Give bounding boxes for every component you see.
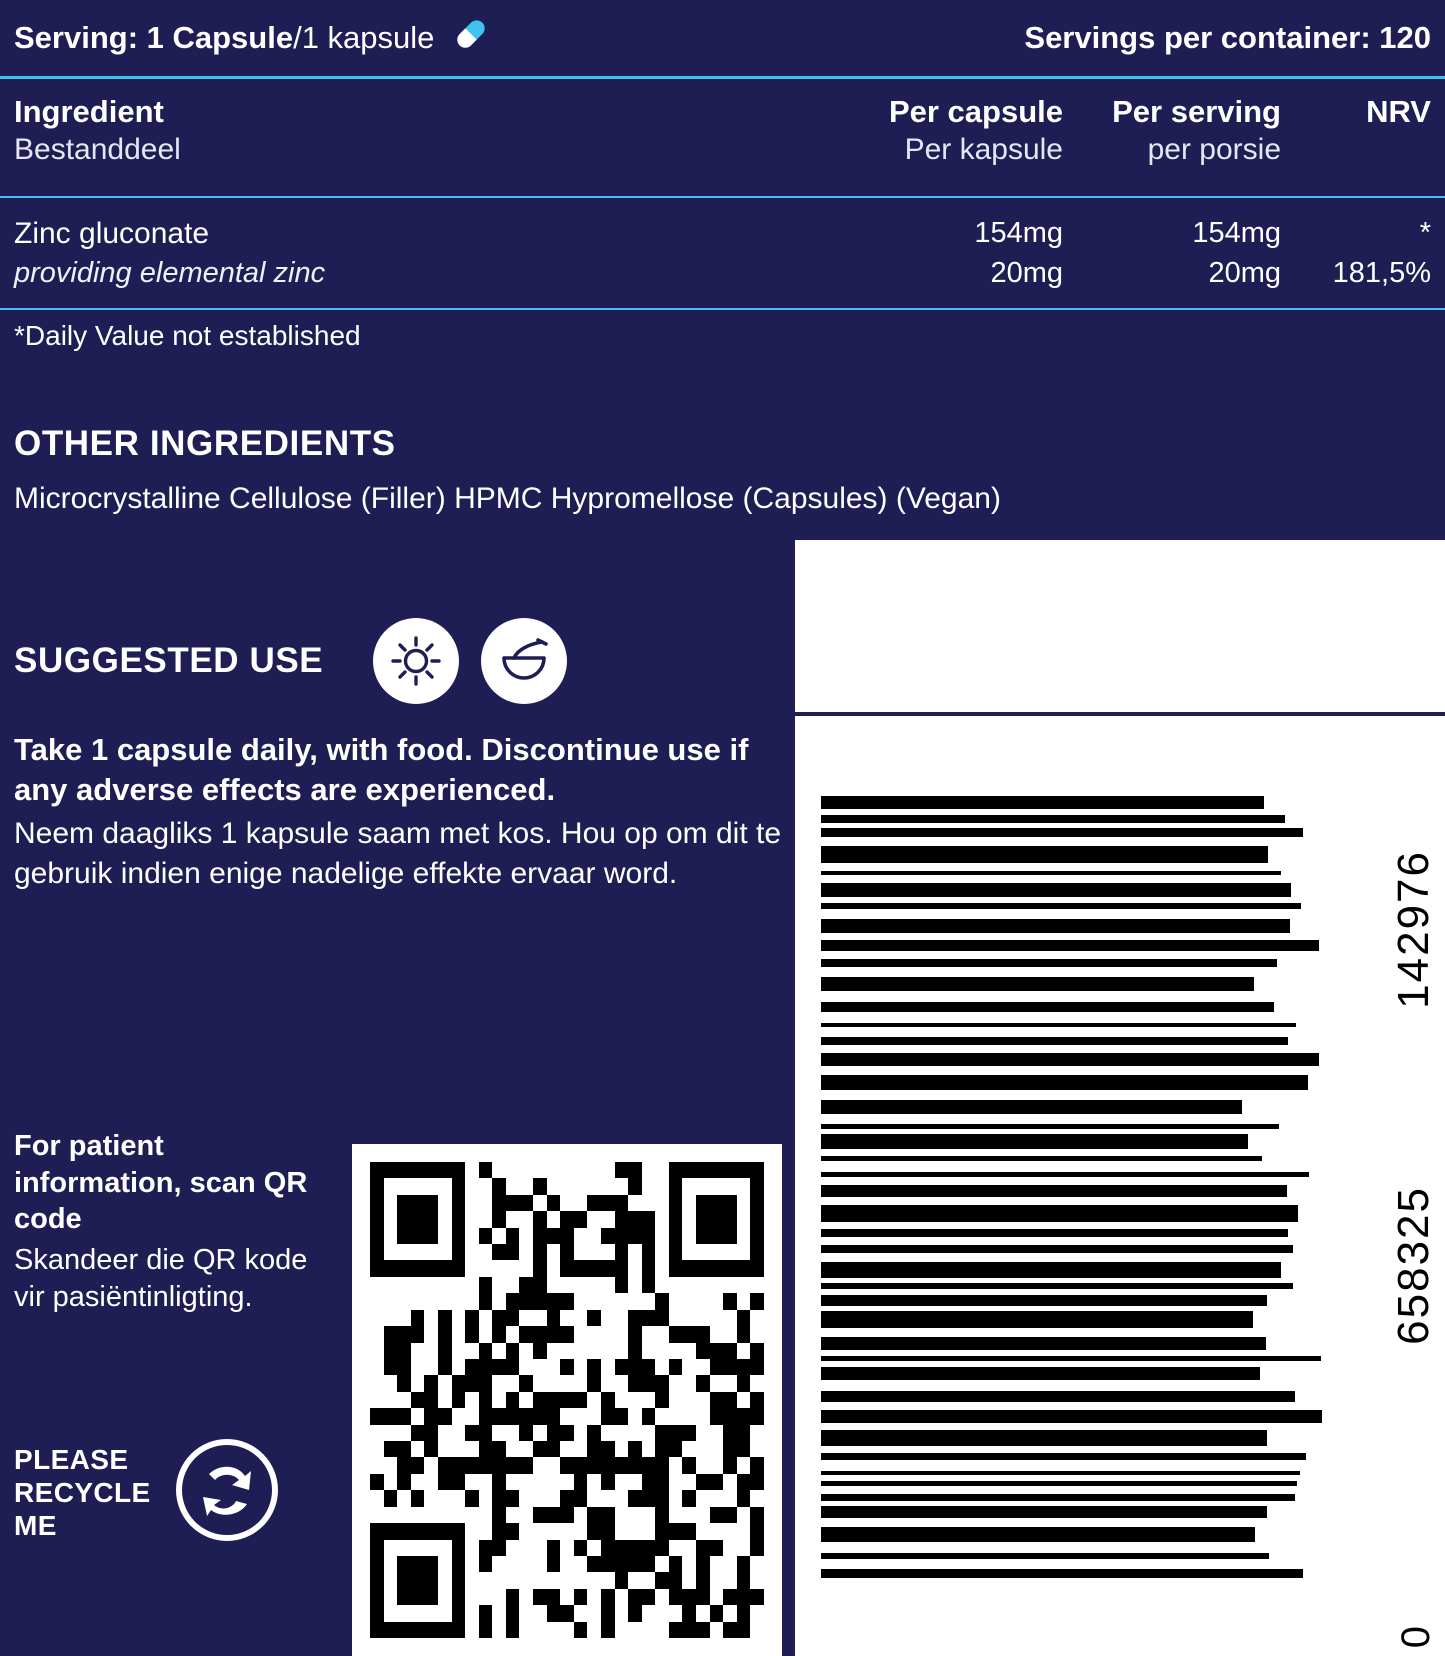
white-panel-top — [795, 540, 1445, 712]
serving-size — [14, 11, 494, 65]
ingredient-name-af: providing elemental zinc — [14, 256, 326, 289]
barcode-panel — [795, 716, 1445, 1656]
per-serving-value-2: 20mg — [1208, 256, 1281, 289]
other-ingredients-title: OTHER INGREDIENTS — [14, 424, 396, 463]
recycle-notice — [14, 1438, 279, 1547]
mortar-pestle-icon — [481, 618, 567, 704]
serving-size-bold: Serving: 1 Capsule — [14, 20, 294, 55]
serving-size-rest: /1 kapsule — [293, 20, 435, 55]
divider-header — [0, 196, 1445, 198]
qr-instructions-af: Skandeer die QR kode vir pasiëntinligting. — [14, 1243, 308, 1314]
recycle-line-2: RECYCLE — [14, 1476, 151, 1508]
ingredients-table — [0, 80, 1445, 179]
suggested-use-body — [14, 730, 789, 894]
sun-icon — [373, 618, 459, 704]
divider-top — [0, 76, 1445, 79]
qr-instructions-en: For patient information, scan QR code — [14, 1130, 308, 1236]
header-per-serving-en: Per serving — [1112, 94, 1281, 129]
recycle-icon — [175, 1438, 279, 1547]
cell-nrv — [1281, 214, 1431, 293]
per-serving-value-1: 154mg — [1192, 217, 1281, 249]
other-ingredients-body: Microcrystalline Cellulose (Filler) HPMC Hypromellose (Capsules) (Vegan) — [14, 482, 1001, 515]
barcode-digits-last: 0 — [1394, 1623, 1438, 1648]
header-ingredient-en: Ingredient — [14, 94, 164, 129]
qr-instructions — [14, 1128, 334, 1317]
col-header-per-serving — [1063, 92, 1281, 169]
col-header-nrv — [1281, 92, 1431, 131]
servings-per-container: Servings per container: 120 — [1024, 20, 1431, 55]
ingredient-name-en: Zinc gluconate — [14, 217, 210, 250]
header-ingredient-af: Bestanddeel — [14, 133, 181, 167]
table-header-row — [14, 80, 1431, 179]
per-capsule-value-1: 154mg — [974, 217, 1063, 249]
header-nrv: NRV — [1366, 94, 1431, 129]
divider-body — [0, 308, 1445, 310]
cell-ingredient-name — [14, 214, 845, 292]
suggested-use-title: SUGGESTED USE — [14, 641, 324, 680]
cell-per-serving — [1063, 214, 1281, 293]
nrv-value-1: * — [1419, 217, 1431, 249]
capsule-icon — [448, 11, 494, 65]
header-per-serving-af: per porsie — [1147, 133, 1281, 167]
header-per-capsule-en: Per capsule — [888, 94, 1063, 129]
barcode-digits-bottom: 658325 — [1389, 1186, 1438, 1345]
serving-header — [0, 0, 1445, 76]
ingredients-body — [0, 200, 1445, 309]
qr-code[interactable] — [352, 1144, 782, 1656]
col-header-ingredient — [14, 92, 845, 169]
nrv-value-2: 181,5% — [1332, 256, 1431, 289]
suggested-use-text-en: Take 1 capsule daily, with food. Discontinue use if any adverse effects are experienced. — [14, 732, 749, 807]
table-footnote: *Daily Value not established — [14, 320, 361, 351]
recycle-label — [14, 1443, 151, 1542]
recycle-line-3: ME — [14, 1510, 57, 1542]
cell-per-capsule — [845, 214, 1063, 293]
col-header-per-capsule — [845, 92, 1063, 169]
header-per-capsule-af: Per kapsule — [904, 133, 1063, 167]
recycle-line-1: PLEASE — [14, 1443, 129, 1475]
per-capsule-value-2: 20mg — [990, 256, 1063, 289]
barcode-digits-top: 142976 — [1389, 850, 1438, 1009]
suggested-use-text-af: Neem daagliks 1 kapsule saam met kos. Hou op om dit te gebruik indien enige nadelige effekte ervaar word. — [14, 816, 782, 890]
suggested-use-header — [14, 618, 567, 704]
barcode — [821, 796, 1331, 1586]
table-row — [14, 200, 1431, 309]
